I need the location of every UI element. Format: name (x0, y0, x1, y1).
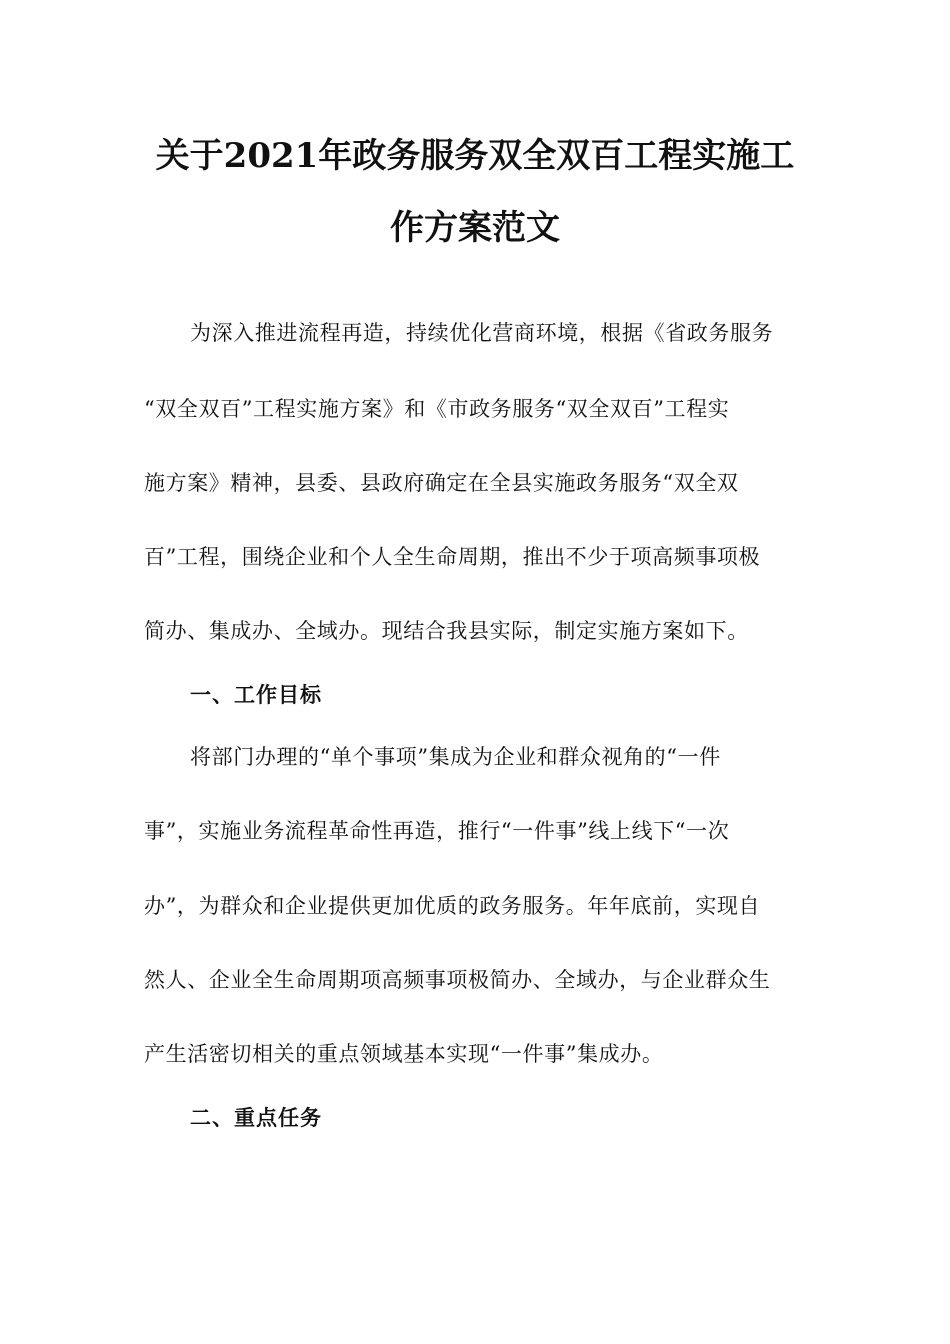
paragraph-1-line-3: 施方案》精神，县委、县政府确定在全县实施政务服务“双全双 (144, 471, 739, 495)
section-heading-goals: 一、工作目标 (190, 682, 322, 707)
paragraph-1-line-1: 为深入推进流程再造，持续优化营商环境，根据《省政务服务 (190, 321, 774, 345)
paragraph-2-line-3: 办”，为群众和企业提供更加优质的政务服务。年年底前，实现自 (144, 894, 761, 918)
paragraph-2-line-4: 然人、企业全生命周期项高频事项极简办、全域办，与企业群众生 (144, 968, 771, 992)
paragraph-1-line-4: 百”工程，围绕企业和个人全生命周期，推出不少于项高频事项极 (144, 545, 761, 569)
paragraph-2-line-1: 将部门办理的“单个事项”集成为企业和群众视角的“一件 (190, 745, 721, 769)
section-heading-tasks: 二、重点任务 (190, 1105, 322, 1130)
paragraph-1-line-2: “双全双百”工程实施方案》和《市政务服务“双全双百”工程实 (144, 397, 730, 421)
paragraph-1-line-5: 简办、集成办、全域办。现结合我县实际，制定实施方案如下。 (144, 619, 749, 643)
paragraph-2-line-5: 产生活密切相关的重点领域基本实现“一件事”集成办。 (144, 1042, 664, 1066)
paragraph-2-line-2: 事”，实施业务流程革命性再造，推行“一件事”线上线下“一次 (144, 819, 730, 843)
document-title-line-1: 关于2021年政务服务双全双百工程实施工 (155, 136, 795, 176)
document-title-line-2: 作方案范文 (390, 208, 560, 248)
